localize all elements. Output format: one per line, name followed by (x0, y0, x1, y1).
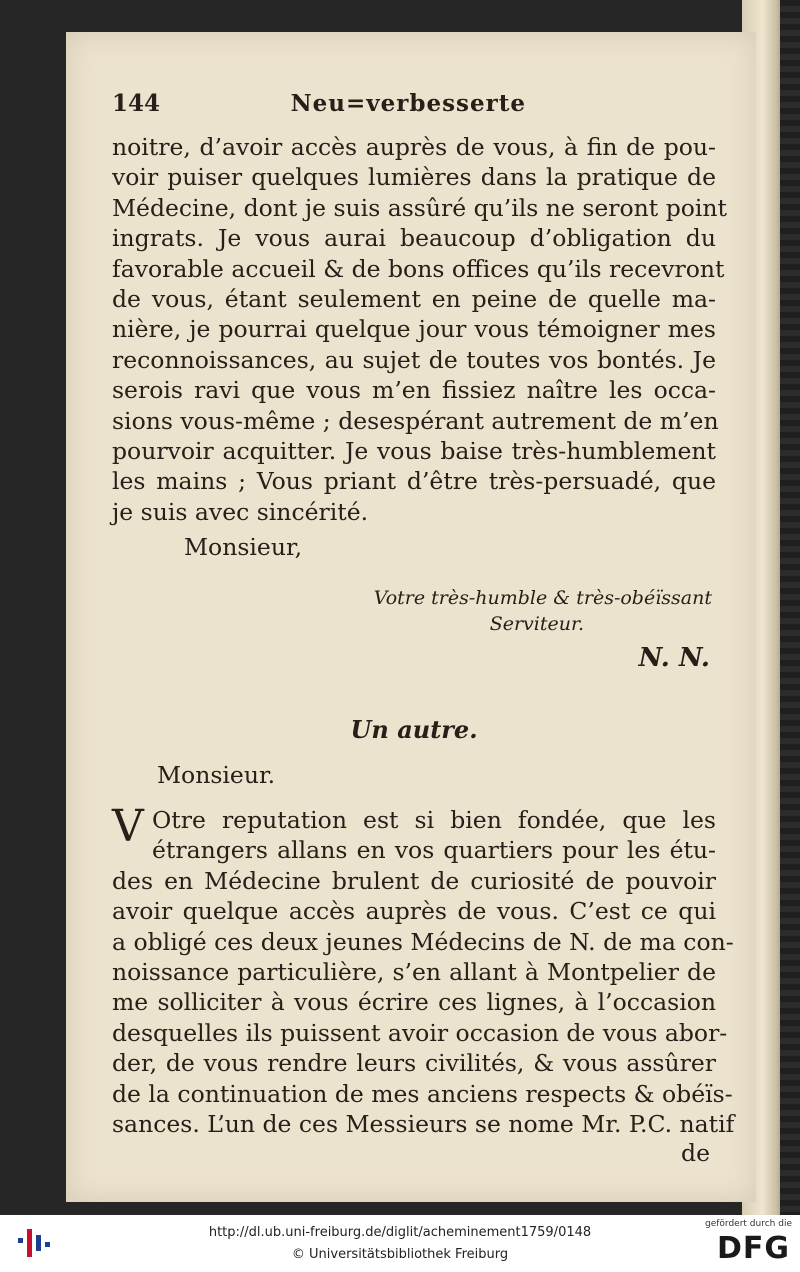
dfg-funding-note: gefördert durch die (705, 1219, 792, 1229)
text-line: ingrats. Je vous aurai beaucoup d’obligation du (112, 224, 716, 253)
text-line: de vous, étant seulement en peine de quelle ma- (112, 284, 716, 313)
page-header (112, 90, 716, 132)
running-title: Neu=verbesserte (290, 90, 526, 117)
text-line: avoir quelque accès auprès de vous. C’est ce qui (112, 897, 716, 926)
text-line: Médecine, dont je suis assûré qu’ils ne seront point (112, 193, 728, 222)
section-heading: Un autre. (350, 715, 478, 745)
salutation-2: Monsieur. (157, 761, 276, 790)
paragraph-2 (112, 866, 735, 1140)
text-line: der, de vous rendre leurs civilités, & vous assûrer (112, 1049, 716, 1078)
binding-stripe (780, 0, 800, 1215)
salutation-1: Monsieur, (184, 533, 303, 562)
text-line: étrangers allans en vos quartiers pour les étu- (152, 836, 716, 865)
text-line: serois ravi que vous m’en fissiez naître les occa- (112, 376, 716, 405)
paragraph-2-opening (112, 801, 716, 866)
text-line: Otre reputation est si bien fondée, que les (152, 806, 716, 835)
paragraph-1 (112, 132, 728, 527)
text-line: a obligé ces deux jeunes Médecins de N. de ma con- (112, 927, 734, 956)
text-line: voir puiser quelques lumières dans la pratique de (112, 163, 716, 192)
dfg-logo: DFG (716, 1231, 790, 1266)
text-line: noitre, d’avoir accès auprès de vous, à fin de pou- (112, 133, 716, 161)
catchword: de (681, 1139, 710, 1168)
page-text (112, 90, 735, 1169)
text-line: de la continuation de mes anciens respects & obéïs- (112, 1079, 733, 1108)
text-line: pourvoir acquitter. Je vous baise très-humblement (112, 436, 716, 465)
signature-line-2: Serviteur. (489, 613, 584, 636)
page-number: 144 (112, 90, 161, 117)
signature-line-1: Votre très-humble & très-obéïssant (373, 587, 712, 610)
drop-capital: V (112, 801, 144, 853)
text-line: sances. L’un de ces Messieurs se nome Mr. P.C. natif (112, 1109, 735, 1138)
text-line: les mains ; Vous priant d’être très-persuadé, que (112, 467, 716, 496)
permalink-url[interactable]: http://dl.ub.uni-freiburg.de/diglit/acheminement1759/0148 (208, 1225, 592, 1240)
text-line: favorable accueil & de bons offices qu’ils recevront (112, 254, 725, 283)
text-line: me solliciter à vous écrire ces lignes, à l’occasion (112, 988, 716, 1017)
text-line: desquelles ils puissent avoir occasion de vous abor- (112, 1018, 728, 1047)
text-line: je suis avec sincérité. (112, 497, 369, 526)
viewer-footer (0, 1215, 800, 1272)
text-line: nière, je pourrai quelque jour vous témoigner mes (112, 315, 716, 344)
text-line: reconnoissances, au sujet de toutes vos bontés. Je (112, 345, 716, 374)
signature-initials: N. N. (638, 643, 710, 674)
text-line: noissance particulière, s’en allant à Montpelier de (112, 958, 716, 987)
text-line: sions vous-même ; desespérant autrement de m’en (112, 406, 719, 435)
copyright-notice: © Universitätsbibliothek Freiburg (291, 1247, 509, 1262)
text-line: des en Médecine brulent de curiosité de pouvoir (112, 866, 716, 895)
